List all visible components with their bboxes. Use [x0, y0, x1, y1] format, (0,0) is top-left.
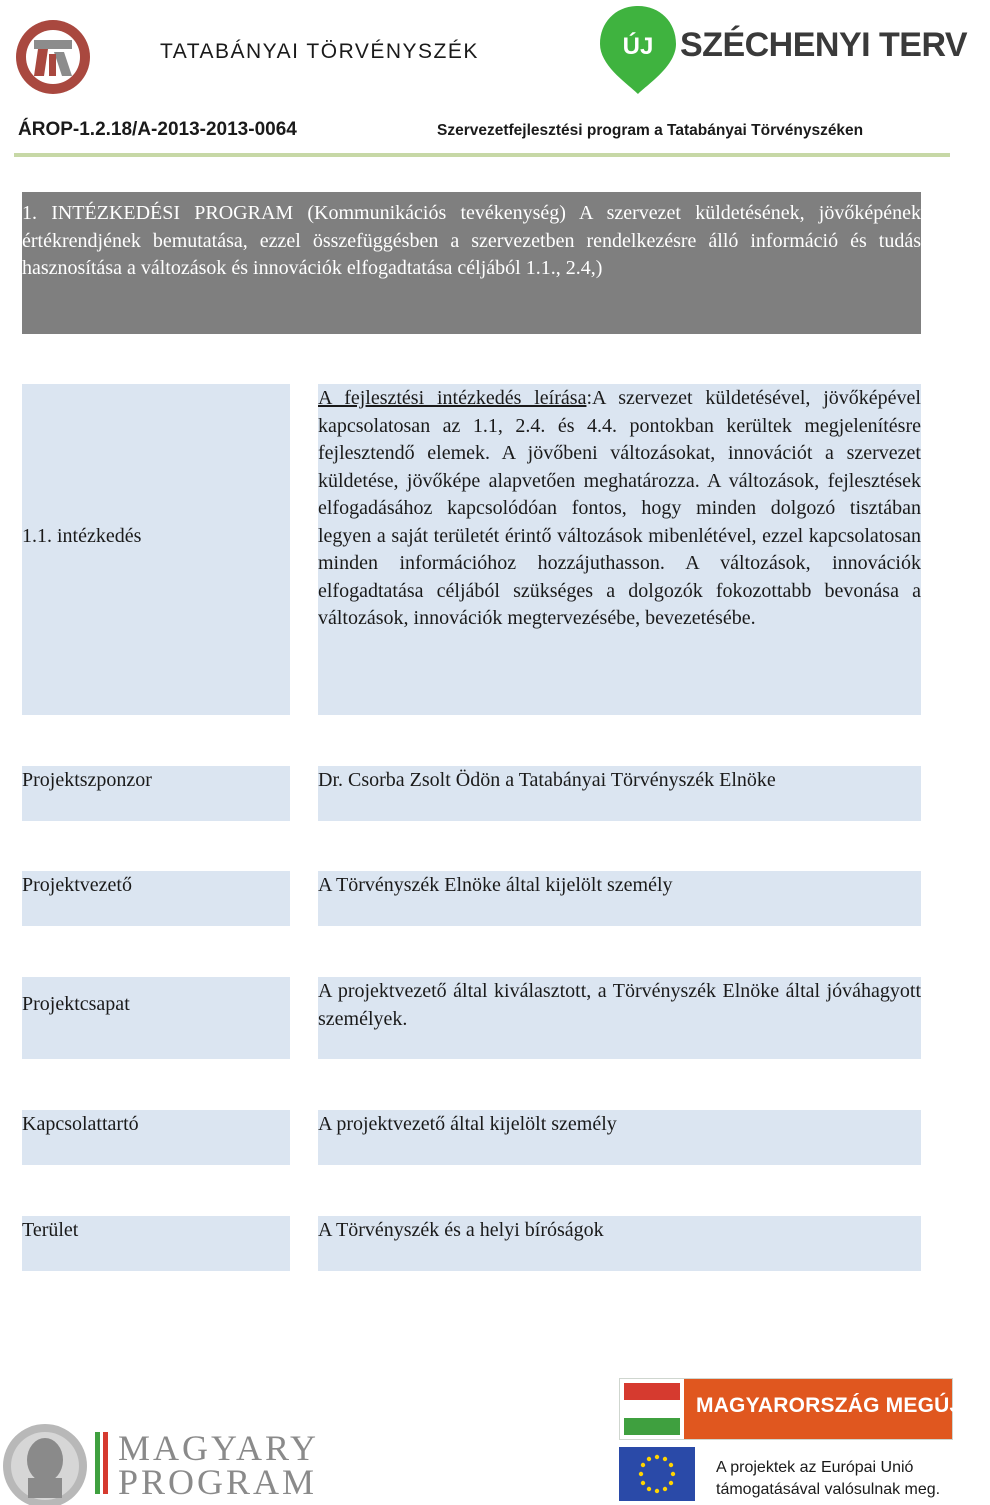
court-name: TATABÁNYAI TÖRVÉNYSZÉK: [160, 40, 479, 63]
row-value-cell: [318, 977, 921, 1059]
magyary-wordmark: [118, 1428, 368, 1502]
court-logo-icon: [14, 18, 92, 96]
row-label: Terület: [22, 1219, 79, 1241]
row-value-cell: [318, 871, 921, 926]
row-value-cell: [318, 1110, 921, 1165]
row-value: A projektvezető által kiválasztott, a Törvényszék Elnöke által jóváhagyott személyek.: [318, 980, 921, 1030]
hungarian-flag-icon: [620, 1379, 684, 1439]
eu-line2: támogatásával valósulnak meg.: [716, 1481, 941, 1498]
row-value: Dr. Csorba Zsolt Ödön a Tatabányai Törvényszék Elnöke: [318, 769, 776, 791]
megujul-text: MAGYARORSZÁG MEGÚJUL: [696, 1394, 990, 1417]
description-text: :A szervezet küldetésével, jövőképével kapcsolatosan az 1.1, 2.4. és 4.4. pontokban kerültek megjelenítésre fejlesztendő elemek. A jövőbeni változásokat, innovációt a szervezet küldetése, jövőképe alapvetően meghatározza. A változások, fejlesztések elfogadásához kapcsolódóan fontos, hogy minden dolgozó tisztában legyen a saját területét érintő változások mibenlétével, ezzel kapcsolatosan minden információhoz hozzájuthasson. A változások, innovációk elfogadtatása céljából szükséges a dolgozók fokozottabb bevonása a változások, innovációk megtervezésébe, bevezetésébe.: [318, 387, 921, 629]
row-label: Projektszponzor: [22, 769, 152, 791]
row-label-cell: [22, 766, 290, 821]
row-value-cell: [318, 1216, 921, 1271]
project-code: ÁROP-1.2.18/A-2013-2013-0064: [18, 119, 297, 140]
magyary-program-logo: [0, 1420, 370, 1505]
eu-flag-icon: [619, 1447, 695, 1501]
row-label-cell: [22, 871, 290, 926]
magyary-portrait-icon: [0, 1420, 110, 1505]
szechenyi-badge: ÚJ: [622, 33, 654, 60]
row-label-cell: [22, 1216, 290, 1271]
measure-label: 1.1. intézkedés: [22, 525, 142, 547]
eu-support-text: [716, 1457, 940, 1501]
row-value: A projektvezető által kijelölt személy: [318, 1113, 617, 1135]
row-label: Kapcsolattartó: [22, 1113, 139, 1135]
szechenyi-pin-icon: [598, 4, 678, 96]
row-label-cell: [22, 977, 290, 1059]
szechenyi-title: SZÉCHENYI TERV: [680, 26, 968, 64]
magyarorszag-megujul-logo: [619, 1378, 990, 1440]
row-value-cell: [318, 766, 921, 821]
row-label-cell: [22, 1110, 290, 1165]
magyary-line1: MAGYARY: [118, 1428, 320, 1468]
row-label: Projektvezető: [22, 874, 132, 896]
project-subtitle: Szervezetfejlesztési program a Tatabányai Törvényszéken: [437, 122, 864, 139]
magyary-line2: PROGRAM: [118, 1462, 318, 1502]
description-heading: A fejlesztési intézkedés leírása: [318, 387, 587, 409]
measure-description-cell: [318, 384, 921, 715]
program-title: 1. INTÉZKEDÉSI PROGRAM (Kommunikációs tevékenység) A szervezet küldetésének, jövőképének értékrendjének bemutatása, ezzel összefüggésben a szervezetben rendelkezésre álló információ és tudás hasznosítása a változások és innovációk elfogadtatása céljából 1.1., 2.4,): [22, 202, 921, 279]
measure-description: [318, 384, 921, 633]
row-value: A Törvényszék és a helyi bíróságok: [318, 1219, 604, 1241]
row-label: Projektcsapat: [22, 993, 130, 1015]
eu-line1: A projektek az Európai Unió: [716, 1459, 914, 1476]
header-divider: [14, 153, 950, 157]
szechenyi-terv-logo: [598, 4, 968, 96]
row-value: A Törvényszék Elnöke által kijelölt személy: [318, 874, 673, 896]
measure-label-cell: [22, 384, 290, 715]
program-banner: [22, 192, 921, 334]
